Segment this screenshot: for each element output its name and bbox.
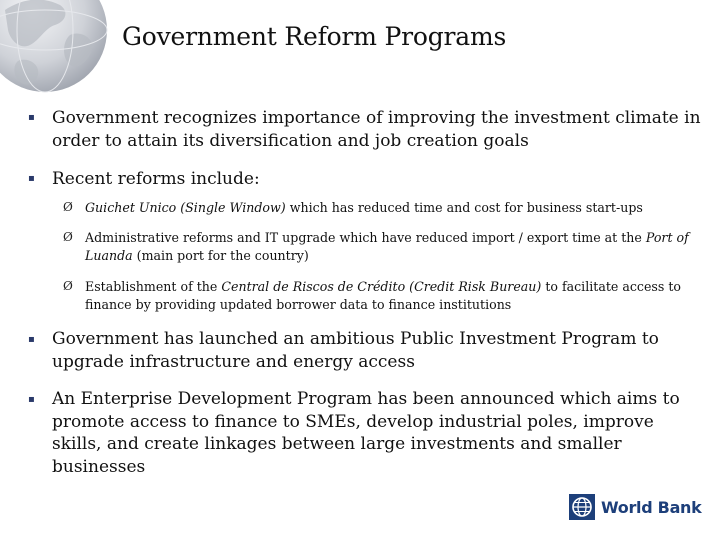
sub-bullet-italic: Port of Luanda — [85, 230, 689, 263]
page-title: Government Reform Programs — [122, 22, 507, 51]
bullet-text: An Enterprise Development Program has been announced which aims to promote access to finance to SMEs, develop industrial poles, improve skills, and create linkages between large investments and smaller businesses — [52, 389, 680, 477]
bullet-marker: ▪ — [28, 112, 35, 123]
world-bank-logo — [569, 494, 702, 520]
sub-bullet-text — [85, 278, 695, 314]
bullet-text: Recent reforms include: — [52, 169, 260, 189]
sub-bullet-text — [85, 199, 695, 217]
sub-bullet-italic: Central de Riscos de Crédito (Credit Risk Bureau) — [221, 279, 542, 294]
bullet-text: Government has launched an ambitious Public Investment Program to upgrade infrastructure and energy access — [52, 329, 659, 372]
sub-bullet-pre: Administrative reforms and IT upgrade which have reduced import / export time at the — [85, 230, 646, 245]
sub-bullet-marker: Ø — [63, 279, 73, 293]
bullet-marker: ▪ — [28, 394, 35, 405]
bullet-marker: ▪ — [28, 334, 35, 345]
sub-bullet-rest: (main port for the country) — [132, 248, 309, 263]
globe-icon — [0, 0, 110, 100]
bullet-text: Government recognizes importance of improving the investment climate in order to attain its diversification and job creation goals — [52, 108, 701, 151]
world-bank-logo-icon — [569, 494, 595, 520]
bullet-marker: ▪ — [28, 173, 35, 184]
sub-bullet-pre: Establishment of the — [85, 279, 222, 294]
sub-bullet-rest: to facilitate access to finance by providing updated borrower data to finance institutions — [85, 279, 681, 312]
world-bank-logo-text: World Bank — [601, 497, 702, 517]
sub-bullet-marker: Ø — [63, 200, 73, 214]
sub-bullet-text — [85, 229, 695, 265]
sub-bullet-marker: Ø — [63, 230, 73, 244]
sub-bullet-italic: Guichet Unico (Single Window) — [85, 200, 286, 215]
sub-bullet-rest: which has reduced time and cost for business start-ups — [285, 200, 643, 215]
